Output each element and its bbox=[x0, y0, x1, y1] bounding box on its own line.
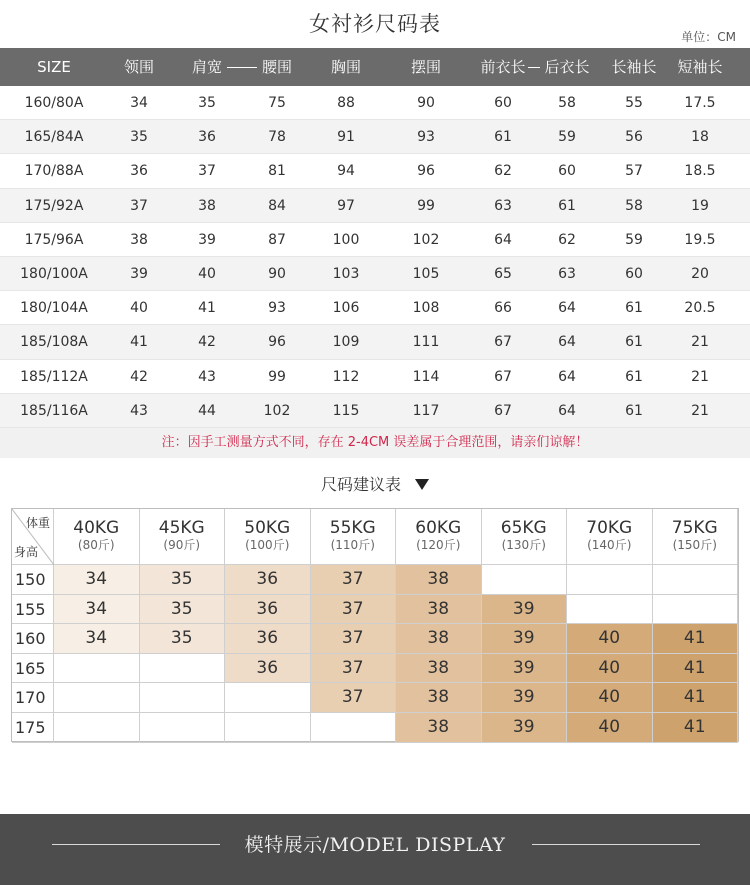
measurement-cell: 41 bbox=[198, 300, 216, 317]
measurement-cell: 111 bbox=[412, 334, 440, 351]
size-recommend-cell: 38 bbox=[396, 713, 482, 743]
size-header-cell: 腰围 bbox=[261, 58, 293, 76]
size-recommend-cell: 40 bbox=[567, 713, 653, 743]
empty-cell bbox=[225, 683, 311, 713]
empty-cell bbox=[311, 713, 397, 743]
measurement-cell: 36 bbox=[130, 163, 148, 180]
measurement-cell: 40 bbox=[130, 300, 148, 317]
unit-label: 单位：CM bbox=[681, 30, 736, 44]
measurement-cell: 40 bbox=[198, 265, 216, 282]
size-recommend-cell: 34 bbox=[54, 565, 140, 595]
size-recommend-cell: 38 bbox=[396, 624, 482, 654]
size-label-cell: 175/96A bbox=[24, 231, 84, 248]
weight-jin: (80斤) bbox=[77, 538, 115, 552]
measurement-cell: 21 bbox=[691, 402, 709, 419]
weight-header-cell bbox=[140, 509, 226, 565]
empty-cell bbox=[54, 683, 140, 713]
measurement-cell: 36 bbox=[198, 129, 216, 146]
measurement-cell: 38 bbox=[198, 197, 216, 214]
table-row bbox=[0, 86, 750, 120]
size-recommend-cell: 36 bbox=[225, 565, 311, 595]
weight-header-cell bbox=[653, 509, 739, 565]
size-label-cell: 185/116A bbox=[20, 402, 88, 419]
weight-kg: 65KG bbox=[500, 518, 547, 538]
measurement-cell: 105 bbox=[412, 265, 440, 282]
size-recommend-cell: 40 bbox=[567, 683, 653, 713]
size-label-cell: 180/104A bbox=[20, 300, 88, 317]
measurement-cell: 58 bbox=[558, 95, 576, 111]
size-recommend-cell: 37 bbox=[311, 624, 397, 654]
height-label-cell: 165 bbox=[12, 654, 54, 684]
size-recommend-cell: 37 bbox=[311, 654, 397, 684]
page-title: 女衬衫尺码表 bbox=[309, 12, 441, 36]
empty-cell bbox=[567, 565, 653, 595]
weight-jin: (100斤) bbox=[245, 538, 290, 552]
size-recommend-cell: 37 bbox=[311, 595, 397, 625]
measurement-cell: 66 bbox=[494, 300, 512, 317]
size-recommend-cell: 39 bbox=[482, 713, 568, 743]
measurement-note: 注：因手工测量方式不同，存在 2-4CM 误差属于合理范围，请亲们谅解！ bbox=[0, 428, 750, 458]
weight-header-cell bbox=[396, 509, 482, 565]
measurement-cell: 87 bbox=[268, 231, 286, 248]
weight-kg: 40KG bbox=[73, 518, 120, 538]
measurement-cell: 63 bbox=[558, 265, 576, 282]
size-recommend-cell: 35 bbox=[140, 595, 226, 625]
measurement-cell: 41 bbox=[130, 334, 148, 351]
size-recommend-cell: 34 bbox=[54, 624, 140, 654]
measurement-cell: 59 bbox=[625, 231, 643, 248]
footer-text: 模特展示/MODEL DISPLAY bbox=[244, 834, 506, 856]
measurement-cell: 18 bbox=[691, 129, 709, 146]
empty-cell bbox=[54, 713, 140, 743]
measurement-cell: 61 bbox=[494, 129, 512, 146]
weight-kg: 45KG bbox=[158, 518, 205, 538]
measurement-cell: 55 bbox=[625, 95, 643, 111]
measurement-cell: 56 bbox=[625, 129, 643, 146]
size-header-cell: 前衣长 bbox=[480, 58, 526, 76]
measurement-cell: 44 bbox=[198, 402, 216, 419]
size-header-cell: 短袖长 bbox=[677, 58, 723, 76]
weight-axis-label: 体重 bbox=[26, 516, 51, 530]
weight-jin: (120斤) bbox=[416, 538, 461, 552]
size-label-cell: 175/92A bbox=[24, 197, 84, 214]
measurement-cell: 67 bbox=[494, 368, 512, 385]
recommend-title-text: 尺码建议表 bbox=[320, 475, 401, 494]
size-recommend-cell: 35 bbox=[140, 624, 226, 654]
measurement-cell: 42 bbox=[130, 368, 148, 385]
size-header-cell: 长袖长 bbox=[611, 58, 657, 76]
weight-kg: 70KG bbox=[586, 518, 633, 538]
measurement-cell: 35 bbox=[198, 95, 216, 111]
measurement-cell: 78 bbox=[268, 129, 286, 146]
weight-jin: (110斤) bbox=[330, 538, 375, 552]
measurement-cell: 62 bbox=[558, 231, 576, 248]
weight-header-cell bbox=[567, 509, 653, 565]
measurement-cell: 21 bbox=[691, 334, 709, 351]
measurement-cell: 20.5 bbox=[684, 300, 716, 317]
recommend-title bbox=[0, 472, 750, 495]
size-table-header bbox=[0, 48, 750, 86]
weight-header-cell bbox=[311, 509, 397, 565]
size-recommend-cell: 38 bbox=[396, 595, 482, 625]
size-header-cell: 胸围 bbox=[330, 58, 362, 76]
weight-jin: (150斤) bbox=[672, 538, 717, 552]
measurement-cell: 90 bbox=[268, 265, 286, 282]
measurement-cell: 43 bbox=[130, 402, 148, 419]
size-label-cell: 160/80A bbox=[24, 95, 84, 111]
measurement-cell: 108 bbox=[412, 300, 440, 317]
measurement-cell: 18.5 bbox=[684, 163, 716, 180]
empty-cell bbox=[482, 565, 568, 595]
size-header-cell: SIZE bbox=[37, 58, 71, 76]
measurement-cell: 37 bbox=[130, 197, 148, 214]
height-label-cell: 150 bbox=[12, 565, 54, 595]
size-recommend-cell: 41 bbox=[653, 624, 739, 654]
measurement-cell: 42 bbox=[198, 334, 216, 351]
measurement-cell: 39 bbox=[198, 231, 216, 248]
empty-cell bbox=[567, 595, 653, 625]
measurement-cell: 61 bbox=[625, 300, 643, 317]
table-row bbox=[0, 257, 750, 291]
measurement-cell: 115 bbox=[332, 402, 360, 419]
size-recommend-cell: 38 bbox=[396, 654, 482, 684]
size-label-cell: 185/108A bbox=[20, 334, 88, 351]
measurement-cell: 67 bbox=[494, 402, 512, 419]
table-row bbox=[0, 223, 750, 257]
measurement-cell: 81 bbox=[268, 163, 286, 180]
size-recommend-grid bbox=[11, 508, 739, 742]
table-row bbox=[0, 360, 750, 394]
weight-kg: 55KG bbox=[329, 518, 376, 538]
size-recommend-cell: 39 bbox=[482, 683, 568, 713]
weight-kg: 60KG bbox=[415, 518, 462, 538]
empty-cell bbox=[140, 654, 226, 684]
header-connector-line bbox=[227, 67, 257, 68]
size-recommend-cell: 36 bbox=[225, 654, 311, 684]
measurement-cell: 34 bbox=[130, 95, 148, 111]
measurement-cell: 67 bbox=[494, 334, 512, 351]
size-recommend-cell: 41 bbox=[653, 713, 739, 743]
height-label-cell: 160 bbox=[12, 624, 54, 654]
measurement-cell: 94 bbox=[337, 163, 355, 180]
size-recommend-cell: 38 bbox=[396, 565, 482, 595]
measurement-cell: 91 bbox=[337, 129, 355, 146]
measurement-cell: 61 bbox=[625, 334, 643, 351]
size-recommend-cell: 35 bbox=[140, 565, 226, 595]
weight-header-cell bbox=[482, 509, 568, 565]
table-row bbox=[0, 189, 750, 223]
measurement-cell: 112 bbox=[332, 368, 360, 385]
size-label-cell: 185/112A bbox=[20, 368, 88, 385]
measurement-cell: 84 bbox=[268, 197, 286, 214]
measurement-cell: 61 bbox=[558, 197, 576, 214]
table-row bbox=[0, 291, 750, 325]
measurement-cell: 19.5 bbox=[684, 231, 716, 248]
measurement-cell: 38 bbox=[130, 231, 148, 248]
measurement-cell: 88 bbox=[337, 95, 355, 111]
measurement-cell: 61 bbox=[625, 368, 643, 385]
size-label-cell: 180/100A bbox=[20, 265, 88, 282]
measurement-cell: 103 bbox=[332, 265, 360, 282]
size-label-cell: 165/84A bbox=[24, 129, 84, 146]
measurement-cell: 75 bbox=[268, 95, 286, 111]
measurement-cell: 96 bbox=[268, 334, 286, 351]
size-header-cell: 领围 bbox=[123, 58, 155, 76]
empty-cell bbox=[225, 713, 311, 743]
measurement-cell: 60 bbox=[625, 265, 643, 282]
size-header-cell: 肩宽 bbox=[191, 58, 223, 76]
measurement-cell: 43 bbox=[198, 368, 216, 385]
size-recommend-cell: 36 bbox=[225, 595, 311, 625]
measurement-cell: 58 bbox=[625, 197, 643, 214]
measurement-cell: 64 bbox=[494, 231, 512, 248]
measurement-cell: 39 bbox=[130, 265, 148, 282]
measurement-cell: 64 bbox=[558, 334, 576, 351]
measurement-cell: 63 bbox=[494, 197, 512, 214]
table-row bbox=[0, 120, 750, 154]
measurement-cell: 37 bbox=[198, 163, 216, 180]
weight-jin: (90斤) bbox=[163, 538, 201, 552]
measurement-cell: 102 bbox=[263, 402, 291, 419]
measurement-cell: 20 bbox=[691, 265, 709, 282]
measurement-cell: 102 bbox=[412, 231, 440, 248]
measurement-cell: 62 bbox=[494, 163, 512, 180]
size-header-cell: 后衣长 bbox=[544, 58, 590, 76]
measurement-cell: 60 bbox=[494, 95, 512, 111]
measurement-cell: 109 bbox=[332, 334, 360, 351]
size-recommend-cell: 38 bbox=[396, 683, 482, 713]
empty-cell bbox=[653, 565, 739, 595]
measurement-cell: 90 bbox=[417, 95, 435, 111]
weight-kg: 75KG bbox=[671, 518, 718, 538]
measurement-cell: 99 bbox=[268, 368, 286, 385]
size-recommend-cell: 36 bbox=[225, 624, 311, 654]
height-label-cell: 170 bbox=[12, 683, 54, 713]
weight-kg: 50KG bbox=[244, 518, 291, 538]
height-label-cell: 155 bbox=[12, 595, 54, 625]
header-connector-line bbox=[528, 67, 540, 68]
measurement-cell: 17.5 bbox=[684, 95, 716, 111]
size-recommend-cell: 39 bbox=[482, 654, 568, 684]
measurement-cell: 59 bbox=[558, 129, 576, 146]
measurement-cell: 100 bbox=[332, 231, 360, 248]
size-recommend-cell: 40 bbox=[567, 654, 653, 684]
weight-jin: (130斤) bbox=[501, 538, 546, 552]
measurement-cell: 19 bbox=[691, 197, 709, 214]
height-axis-label: 身高 bbox=[14, 545, 39, 559]
measurement-cell: 21 bbox=[691, 368, 709, 385]
table-row bbox=[0, 154, 750, 188]
measurement-cell: 35 bbox=[130, 129, 148, 146]
empty-cell bbox=[140, 713, 226, 743]
table-row bbox=[0, 394, 750, 428]
size-recommend-cell: 37 bbox=[311, 683, 397, 713]
size-recommend-cell: 40 bbox=[567, 624, 653, 654]
measurement-cell: 114 bbox=[412, 368, 440, 385]
measurement-cell: 99 bbox=[417, 197, 435, 214]
height-label-cell: 175 bbox=[12, 713, 54, 743]
measurement-cell: 106 bbox=[332, 300, 360, 317]
weight-header-cell bbox=[54, 509, 140, 565]
measurement-cell: 57 bbox=[625, 163, 643, 180]
measurement-cell: 93 bbox=[417, 129, 435, 146]
measurement-cell: 61 bbox=[625, 402, 643, 419]
empty-cell bbox=[653, 595, 739, 625]
measurement-cell: 64 bbox=[558, 368, 576, 385]
measurement-cell: 97 bbox=[337, 197, 355, 214]
weight-jin: (140斤) bbox=[587, 538, 632, 552]
size-header-cell: 摆围 bbox=[410, 58, 442, 76]
table-row bbox=[0, 325, 750, 359]
measurement-cell: 64 bbox=[558, 402, 576, 419]
measurement-cell: 96 bbox=[417, 163, 435, 180]
size-recommend-cell: 41 bbox=[653, 654, 739, 684]
grid-corner-cell bbox=[12, 509, 54, 565]
size-recommend-cell: 41 bbox=[653, 683, 739, 713]
triangle-down-icon bbox=[415, 479, 429, 490]
measurement-cell: 60 bbox=[558, 163, 576, 180]
measurement-cell: 65 bbox=[494, 265, 512, 282]
size-recommend-cell: 34 bbox=[54, 595, 140, 625]
empty-cell bbox=[140, 683, 226, 713]
size-recommend-cell: 39 bbox=[482, 624, 568, 654]
size-recommend-cell: 37 bbox=[311, 565, 397, 595]
measurement-cell: 64 bbox=[558, 300, 576, 317]
measurement-cell: 117 bbox=[412, 402, 440, 419]
empty-cell bbox=[54, 654, 140, 684]
size-label-cell: 170/88A bbox=[24, 163, 84, 180]
footer-banner bbox=[0, 814, 750, 885]
weight-header-cell bbox=[225, 509, 311, 565]
measurement-cell: 93 bbox=[268, 300, 286, 317]
size-recommend-cell: 39 bbox=[482, 595, 568, 625]
size-table-body bbox=[0, 86, 750, 428]
